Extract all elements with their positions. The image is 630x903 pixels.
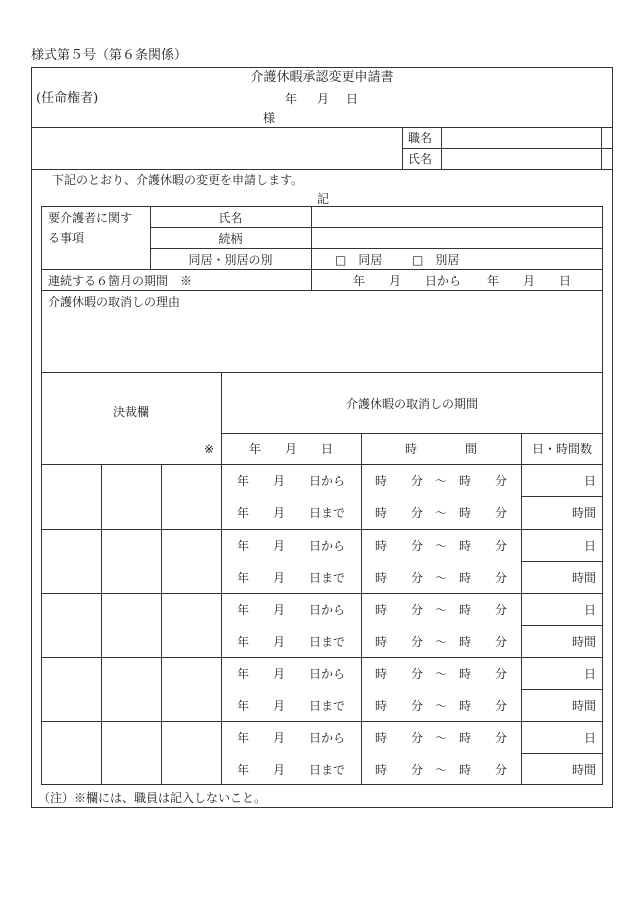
- row-day-unit: 日: [583, 539, 596, 553]
- care-relation-label: 続柄: [218, 232, 243, 246]
- row-from-date: 年 月 日から: [236, 667, 345, 681]
- row-hour-unit: 時間: [571, 635, 596, 649]
- time-header: 時 間: [404, 442, 477, 456]
- period-label: 連続する６箇月の期間 ※: [48, 274, 193, 288]
- note-text: （注）※欄には、職員は記入しないこと。: [38, 791, 267, 805]
- care-name-field[interactable]: [312, 207, 602, 227]
- row-from-date: 年 月 日から: [236, 603, 345, 617]
- sama-label: 様: [263, 111, 276, 125]
- row-from-date: 年 月 日から: [236, 474, 345, 488]
- form-title: 介護休暇承認変更申請書: [250, 70, 394, 85]
- applicant-name-label: 氏名: [408, 152, 433, 166]
- row-day-unit: 日: [583, 603, 596, 617]
- decision-mark: ※: [204, 442, 215, 456]
- row-from-time: 時 分 ～ 時 分: [374, 539, 507, 553]
- form-number-label: 様式第５号（第６条関係）: [31, 48, 188, 63]
- care-label-line1: 要介護者に関す: [48, 211, 133, 225]
- period-from: 年 月 日から: [353, 274, 462, 288]
- row-from-time: 時 分 ～ 時 分: [374, 731, 507, 745]
- intro-text: 下記のとおり、介護休暇の変更を申請します。: [52, 173, 304, 187]
- row-to-date: 年 月 日まで: [236, 635, 345, 649]
- row-to-time: 時 分 ～ 時 分: [374, 763, 507, 777]
- row-from-time: 時 分 ～ 時 分: [374, 603, 507, 617]
- period-to: 年 月 日: [487, 274, 572, 288]
- row-to-date: 年 月 日まで: [236, 699, 345, 713]
- row-to-date: 年 月 日まで: [236, 571, 345, 585]
- row-hour-unit: 時間: [571, 763, 596, 777]
- reason-label: 介護休暇の取消しの理由: [48, 295, 181, 309]
- separate-checkbox[interactable]: □ 別居: [412, 253, 460, 267]
- row-from-time: 時 分 ～ 時 分: [374, 474, 507, 488]
- row-day-unit: 日: [583, 474, 596, 488]
- cancel-period-header: 介護休暇の取消しの期間: [345, 397, 478, 411]
- care-cohabit-label: 同居・別居の別: [188, 253, 273, 267]
- care-name-label: 氏名: [218, 211, 243, 225]
- applicant-name-field[interactable]: [442, 149, 600, 169]
- row-to-date: 年 月 日まで: [236, 763, 345, 777]
- row-to-time: 時 分 ～ 時 分: [374, 506, 507, 520]
- cohabit-checkbox[interactable]: □ 同居: [335, 253, 383, 267]
- row-to-time: 時 分 ～ 時 分: [374, 635, 507, 649]
- reason-field[interactable]: [42, 311, 602, 372]
- row-from-date: 年 月 日から: [236, 539, 345, 553]
- position-field[interactable]: [442, 128, 600, 148]
- row-from-date: 年 月 日から: [236, 731, 345, 745]
- header-date-month: 月: [317, 92, 330, 106]
- row-hour-unit: 時間: [571, 571, 596, 585]
- row-to-time: 時 分 ～ 時 分: [374, 571, 507, 585]
- row-day-unit: 日: [583, 731, 596, 745]
- row-to-time: 時 分 ～ 時 分: [374, 699, 507, 713]
- row-hour-unit: 時間: [571, 506, 596, 520]
- header-date-day: 日: [346, 92, 359, 106]
- row-from-time: 時 分 ～ 時 分: [374, 667, 507, 681]
- header-date-year: 年: [285, 92, 298, 106]
- decision-label: 決裁欄: [112, 405, 149, 419]
- position-label: 職名: [408, 131, 433, 145]
- row-day-unit: 日: [583, 667, 596, 681]
- authority-label: (任命権者): [36, 91, 99, 106]
- row-hour-unit: 時間: [571, 699, 596, 713]
- count-header: 日・時間数: [531, 442, 592, 456]
- ki-label: 記: [317, 192, 330, 206]
- ymd-header: 年 月 日: [248, 442, 333, 456]
- row-to-date: 年 月 日まで: [236, 506, 345, 520]
- care-label-line2: る事項: [48, 231, 85, 245]
- care-relation-field[interactable]: [312, 228, 602, 248]
